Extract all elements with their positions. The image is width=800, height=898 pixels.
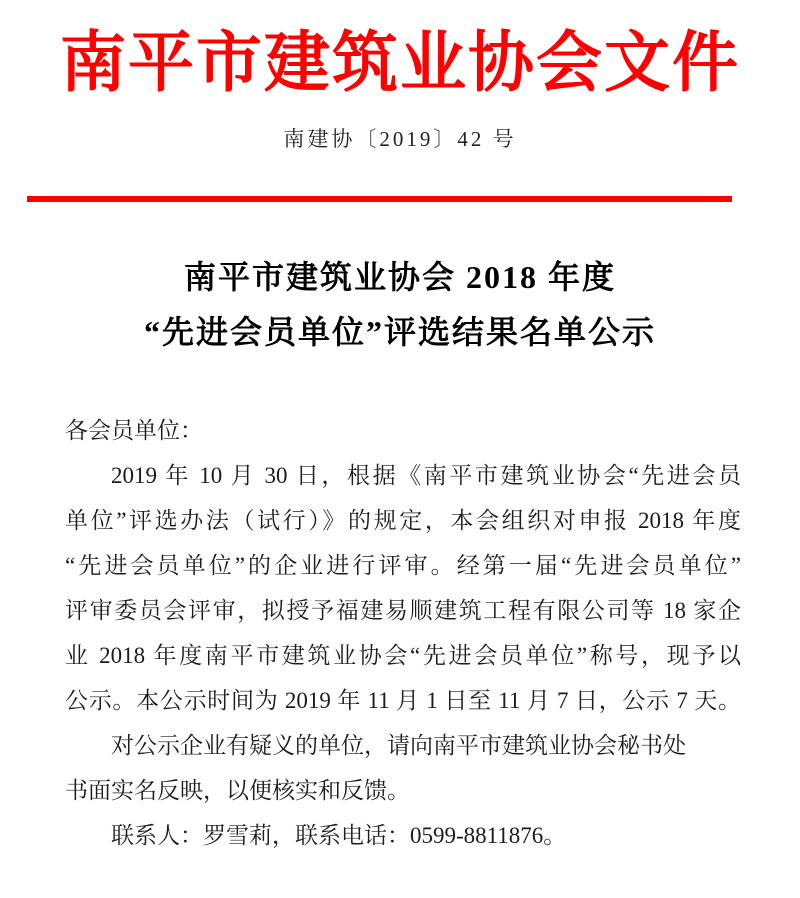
body-line: “先进会员单位”的企业进行评审。经第一届“先进会员单位” xyxy=(65,553,741,578)
salutation-line: 各会员单位： xyxy=(65,418,203,443)
notice-title-line1: 南平市建筑业协会 2018 年度 xyxy=(183,259,616,295)
body-line: 书面实名反映，以便核实和反馈。 xyxy=(65,778,410,803)
letterhead-title: 南平市建筑业协会文件 xyxy=(60,27,740,100)
document-number: 南建协〔2019〕42 号 xyxy=(283,127,517,151)
body-line: 对公示企业有疑义的单位，请向南平市建筑业协会秘书处 xyxy=(111,733,686,758)
body-line: 2019 年 10 月 30 日，根据《南平市建筑业协会“先进会员 xyxy=(111,463,741,488)
notice-title-line2: “先进会员单位”评选结果名单公示 xyxy=(143,314,656,350)
body-line: 业 2018 年度南平市建筑业协会“先进会员单位”称号，现予以 xyxy=(65,643,741,668)
notice-body xyxy=(65,408,741,858)
body-line: 公示。本公示时间为 2019 年 11 月 1 日至 11 月 7 日，公示 7 天。 xyxy=(65,688,741,713)
body-line: 评审委员会评审，拟授予福建易顺建筑工程有限公司等 18 家企 xyxy=(65,598,741,623)
body-line: 单位”评选办法（试行）》的规定，本会组织对申报 2018 年度 xyxy=(65,508,741,533)
red-divider-line xyxy=(27,196,732,202)
notice-title xyxy=(40,250,760,360)
contact-line: 联系人：罗雪莉，联系电话：0599-8811876。 xyxy=(111,823,567,848)
